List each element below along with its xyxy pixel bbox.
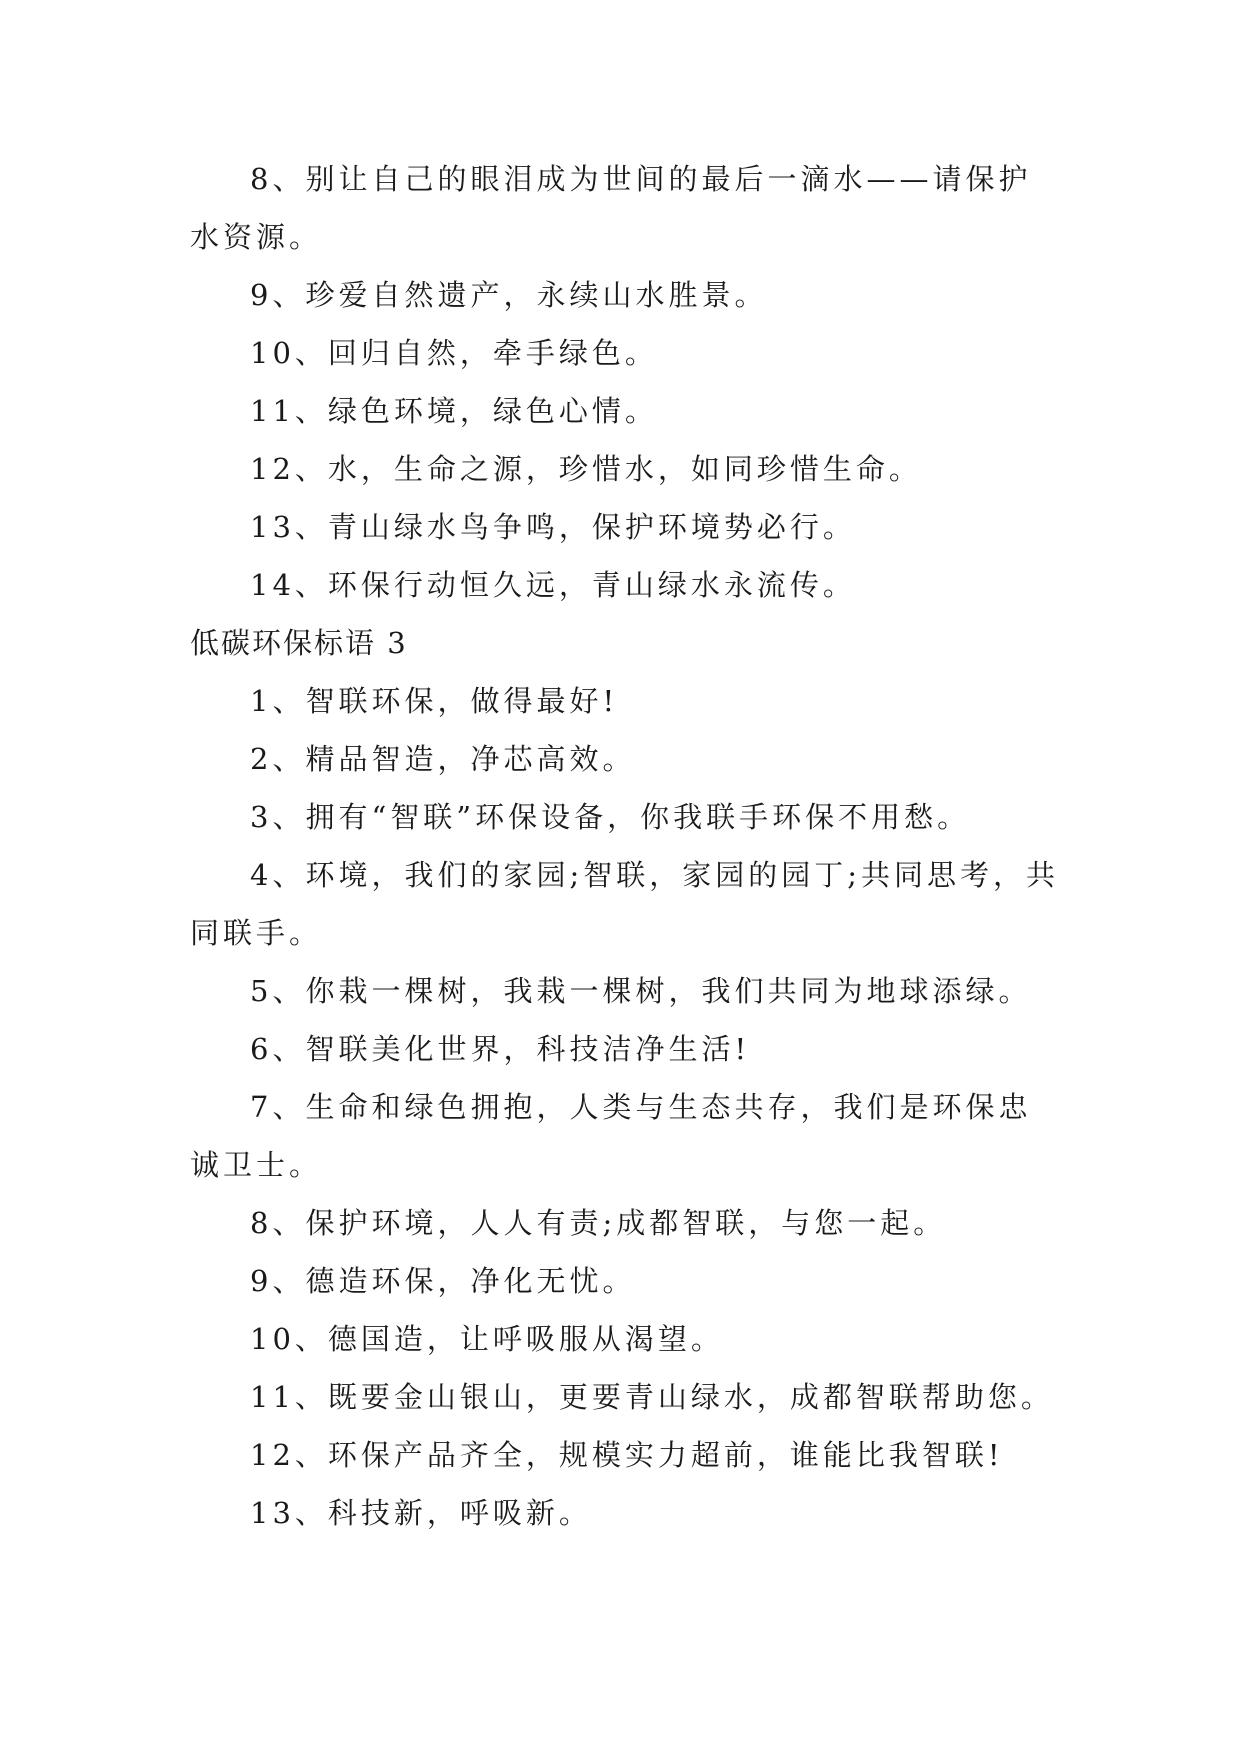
slogan-line: 11、绿色环境，绿色心情。 (250, 394, 658, 428)
slogan-line: 1、智联环保，做得最好! (250, 684, 619, 718)
slogan-line: 12、环保产品齐全，规模实力超前，谁能比我智联! (250, 1438, 1004, 1472)
slogan-line: 5、你栽一棵树，我栽一棵树，我们共同为地球添绿。 (250, 974, 1032, 1008)
slogan-line: 14、环保行动恒久远，青山绿水永流传。 (250, 568, 856, 602)
slogan-line: 11、既要金山银山，更要青山绿水，成都智联帮助您。 (250, 1380, 1054, 1414)
slogan-line: 9、德造环保，净化无忧。 (250, 1264, 636, 1298)
slogan-line: 4、环境，我们的家园;智联，家园的园丁;共同思考，共同联手。 (190, 858, 1059, 950)
slogan-line: 2、精品智造，净芯高效。 (250, 742, 636, 776)
slogan-line: 8、保护环境，人人有责;成都智联，与您一起。 (250, 1206, 947, 1240)
slogan-line: 12、水，生命之源，珍惜水，如同珍惜生命。 (250, 452, 922, 486)
slogan-line: 13、科技新，呼吸新。 (250, 1496, 592, 1530)
slogan-line: 9、珍爱自然遗产，永续山水胜景。 (250, 278, 768, 312)
document-body (190, 150, 1060, 1542)
slogan-line: 10、德国造，让呼吸服从渴望。 (250, 1322, 724, 1356)
section-heading: 低碳环保标语 3 (190, 626, 408, 660)
slogan-line: 10、回归自然，牵手绿色。 (250, 336, 658, 370)
slogan-line: 3、拥有“智联”环保设备，你我联手环保不用愁。 (250, 800, 971, 834)
slogan-line: 7、生命和绿色拥抱，人类与生态共存，我们是环保忠诚卫士。 (190, 1090, 1032, 1182)
slogan-line: 13、青山绿水鸟争鸣，保护环境势必行。 (250, 510, 856, 544)
slogan-line: 6、智联美化世界，科技洁净生活! (250, 1032, 751, 1066)
slogan-line: 8、别让自己的眼泪成为世间的最后一滴水——请保护水资源。 (190, 162, 1032, 254)
